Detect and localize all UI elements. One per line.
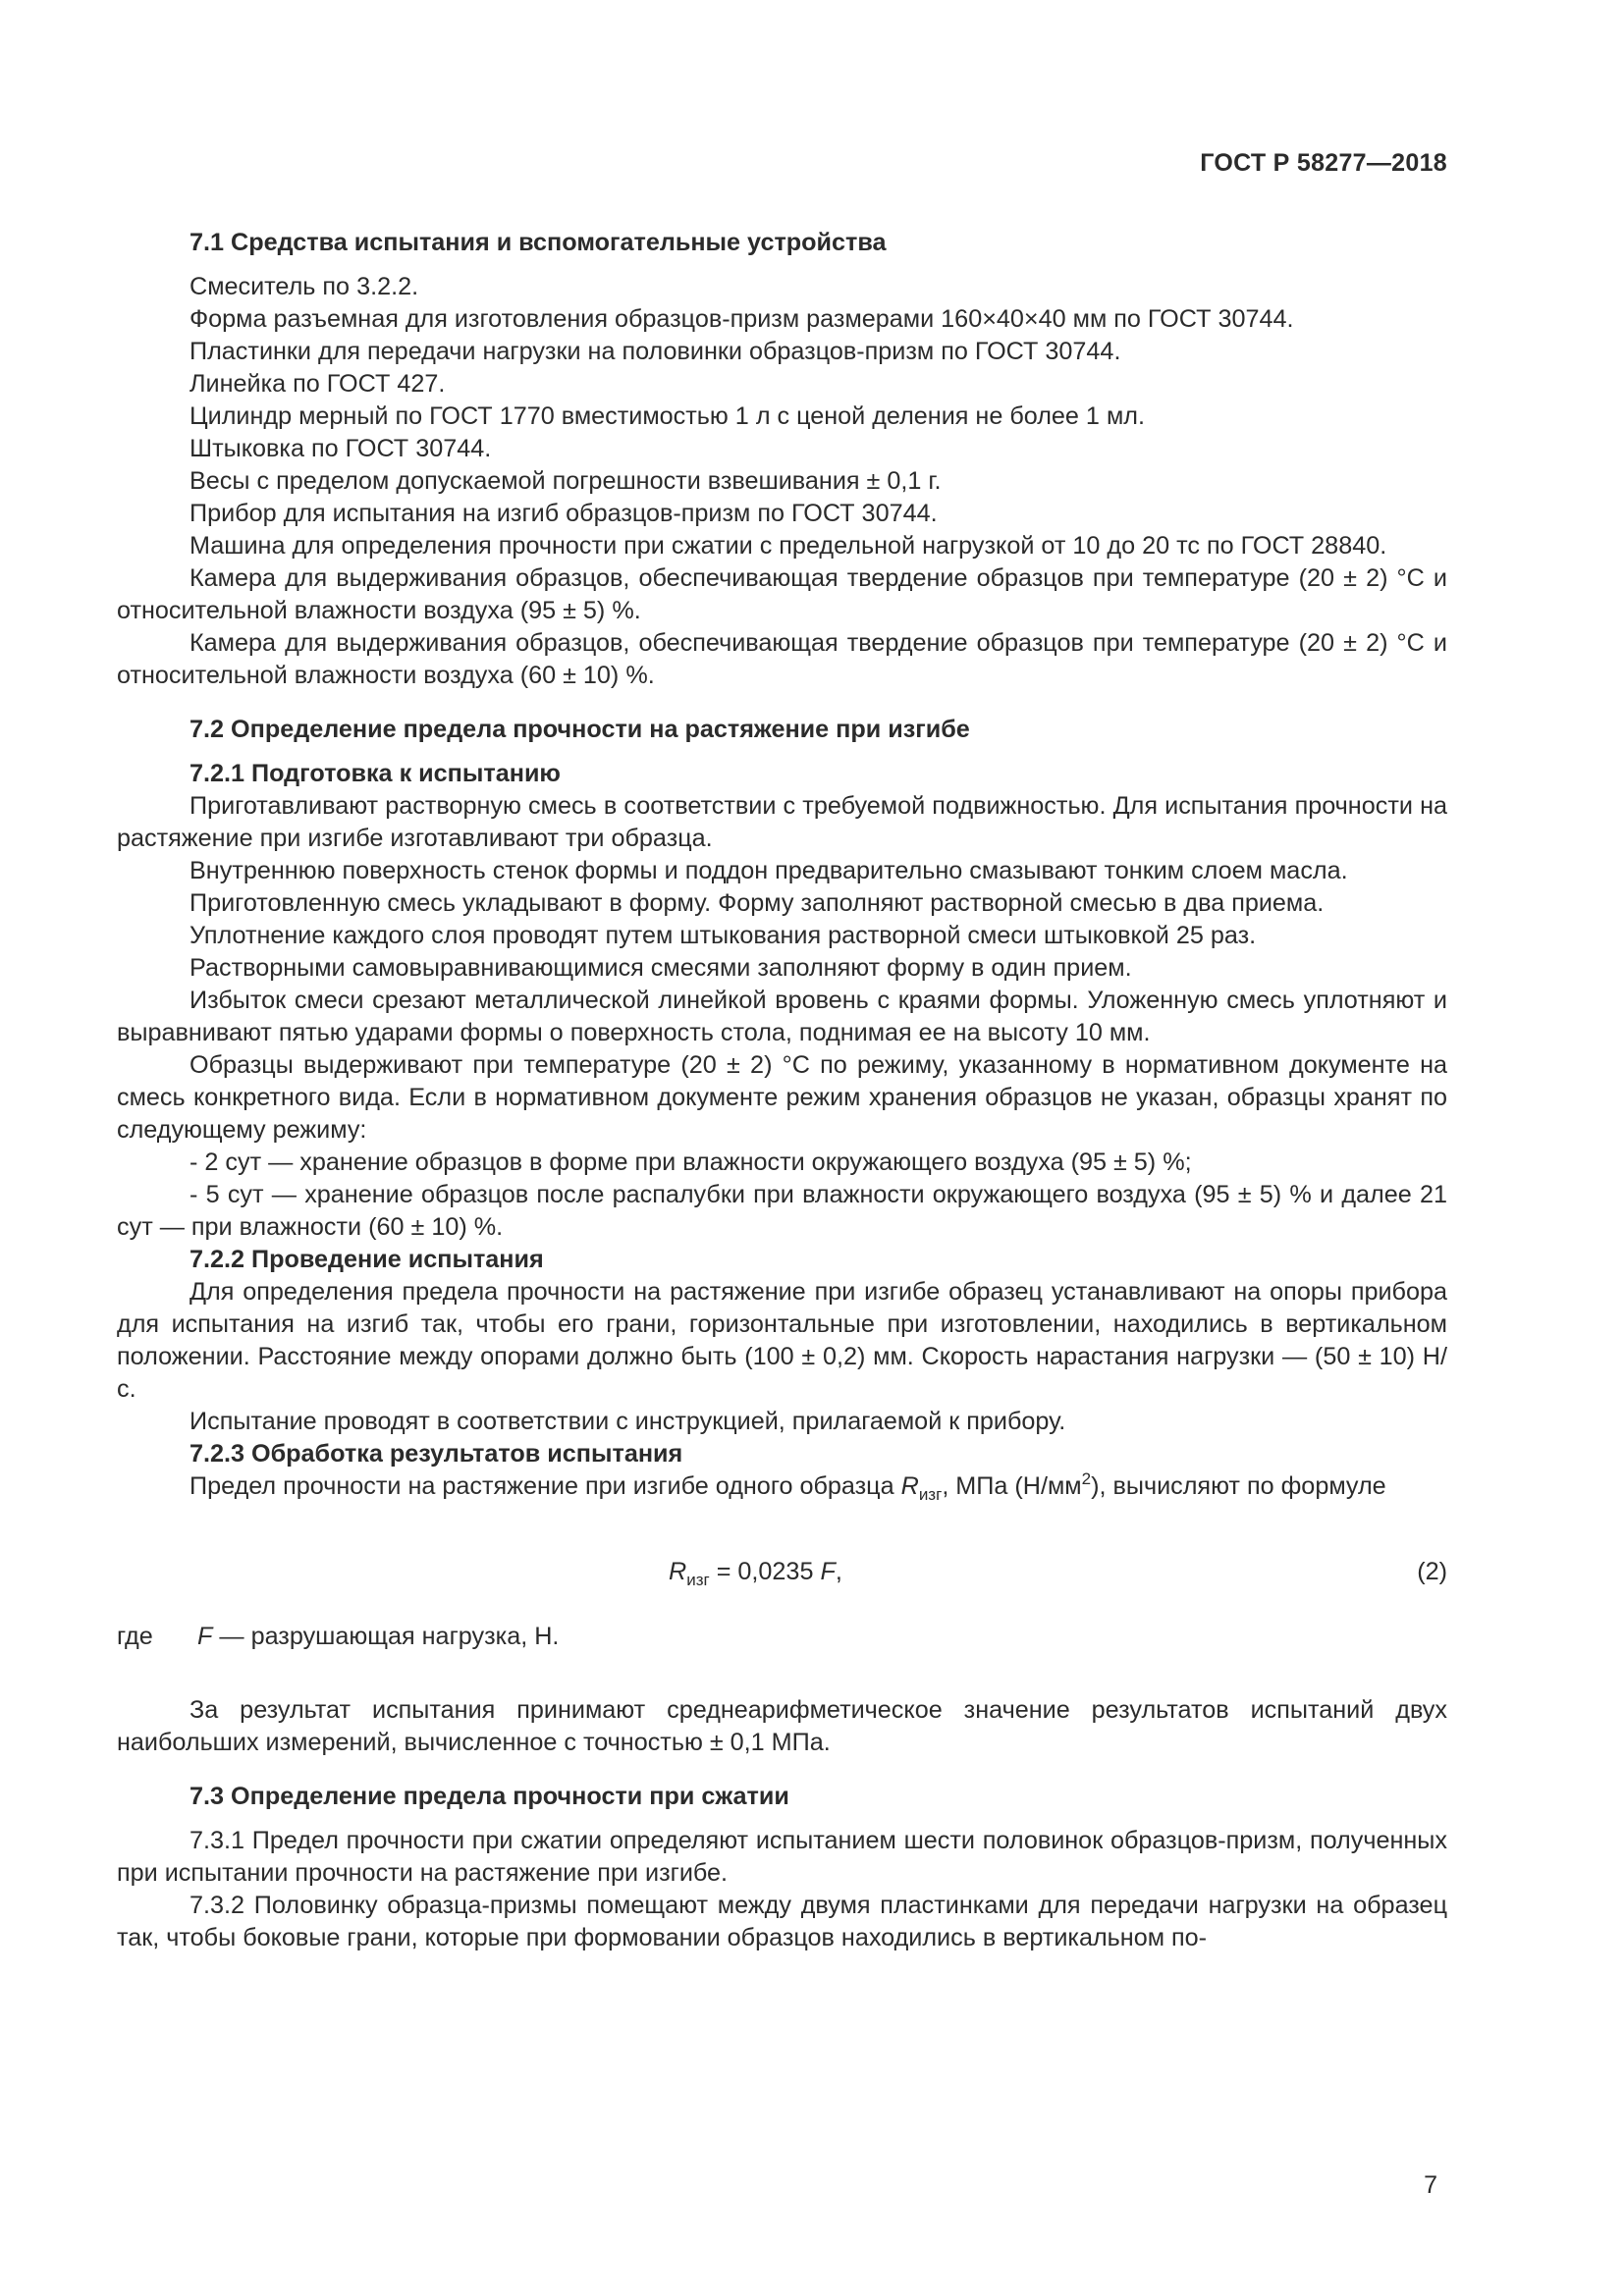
paragraph: Избыток смеси срезают металлической линейкой вровень с краями формы. Уложенную смесь уплотняют и выравнивают пятью ударами формы о поверхность стола, поднимая ее на высоту 10 мм. bbox=[117, 987, 1447, 1046]
formula-expression: $R_{изг} = 0,0235$ F, bbox=[669, 1558, 842, 1589]
section-7-2-1-heading: 7.2.1 Подготовка к испытанию bbox=[189, 760, 561, 787]
section-7-2-3-heading: 7.2.3 Обработка результатов испытания bbox=[189, 1440, 683, 1468]
section-7-3-heading: 7.3 Определение предела прочности при сжатии bbox=[189, 1783, 789, 1810]
equipment-item: Штыковка по ГОСТ 30744. bbox=[189, 435, 492, 462]
equipment-item: Форма разъемная для изготовления образцов-призм размерами 160×40×40 мм по ГОСТ 30744. bbox=[189, 305, 1294, 333]
equipment-item: Камера для выдерживания образцов, обеспечивающая твердение образцов при температуре (20 ± 2) °С и относительной влажности воздуха (60 ± 10) %. bbox=[117, 629, 1447, 689]
section-7-2-2-heading: 7.2.2 Проведение испытания bbox=[189, 1246, 544, 1273]
equipment-item: Прибор для испытания на изгиб образцов-призм по ГОСТ 30744. bbox=[189, 500, 938, 527]
list-item: - 5 сут — хранение образцов после распалубки при влажности окружающего воздуха (95 ± 5) % и далее 21 сут — при влажности (60 ± 10) %. bbox=[117, 1181, 1447, 1241]
document-number-header: ГОСТ Р 58277—2018 bbox=[1200, 149, 1447, 177]
paragraph: Для определения предела прочности на растяжение при изгибе образец устанавливают на опоры прибора для испытания на изгиб так, чтобы его грани, горизонтальные при изготовлении, находились в вертикальном положении. Расстояние между опорами должно быть (100 ± 0,2) мм. Скорость нарастания нагрузки — (50 ± 10) Н/с. bbox=[117, 1278, 1447, 1403]
equipment-item: Камера для выдерживания образцов, обеспечивающая твердение образцов при температуре (20 ± 2) °С и относительной влажности воздуха (95 ± 5) %. bbox=[117, 564, 1447, 624]
where-word: где bbox=[117, 1623, 153, 1650]
section-7-2-heading: 7.2 Определение предела прочности на растяжение при изгибе bbox=[189, 716, 970, 743]
equipment-item: Пластинки для передачи нагрузки на половинки образцов-призм по ГОСТ 30744. bbox=[189, 338, 1121, 365]
page-number: 7 bbox=[1424, 2171, 1437, 2199]
list-item: - 2 сут — хранение образцов в форме при влажности окружающего воздуха (95 ± 5) %; bbox=[189, 1148, 1192, 1176]
paragraph: 7.3.2 Половинку образца-призмы помещают между двумя пластинками для передачи нагрузки на образец так, чтобы боковые грани, которые при формовании образцов находились в вертикальном по- bbox=[117, 1892, 1447, 1951]
paragraph: Уплотнение каждого слоя проводят путем штыкования растворной смеси штыковкой 25 раз. bbox=[189, 922, 1257, 949]
equipment-item: Цилиндр мерный по ГОСТ 1770 вместимостью 1 л с ценой деления не более 1 мл. bbox=[189, 402, 1145, 430]
paragraph: Образцы выдерживают при температуре (20 ± 2) °С по режиму, указанному в нормативном документе на смесь конкретного вида. Если в нормативном документе режим хранения образцов не указан, образцы хранят по следующему режиму: bbox=[117, 1051, 1447, 1144]
equipment-item: Машина для определения прочности при сжатии с предельной нагрузкой от 10 до 20 тс по ГОСТ 28840. bbox=[189, 532, 1387, 560]
equipment-item: Смеситель по 3.2.2. bbox=[189, 273, 419, 300]
equipment-item: Весы с пределом допускаемой погрешности взвешивания ± 0,1 г. bbox=[189, 467, 942, 495]
paragraph: За результат испытания принимают среднеарифметическое значение результатов испытаний двух наибольших измерений, вычисленное с точностью ± 0,1 МПа. bbox=[117, 1696, 1447, 1756]
page-content bbox=[117, 227, 1447, 1954]
paragraph: 7.3.1 Предел прочности при сжатии определяют испытанием шести половинок образцов-призм, полученных при испытании прочности на растяжение при изгибе. bbox=[117, 1827, 1447, 1887]
paragraph: Приготавливают растворную смесь в соответствии с требуемой подвижностью. Для испытания прочности на растяжение при изгибе изготавливают три образца. bbox=[117, 792, 1447, 852]
paragraph: Испытание проводят в соответствии с инструкцией, прилагаемой к прибору. bbox=[189, 1408, 1066, 1435]
formula-number: (2) bbox=[1417, 1558, 1447, 1585]
paragraph: Приготовленную смесь укладывают в форму. Форму заполняют растворной смесью в два приема. bbox=[189, 889, 1325, 917]
section-7-1-heading: 7.1 Средства испытания и вспомогательные устройства bbox=[189, 229, 887, 256]
paragraph: Внутреннюю поверхность стенок формы и поддон предварительно смазывают тонким слоем масла. bbox=[189, 857, 1348, 884]
equipment-item: Линейка по ГОСТ 427. bbox=[189, 370, 446, 398]
formula-intro-paragraph: Предел прочности на растяжение при изгибе одного образца $R_{изг}$, МПа $(Н/мм^2)$, вычисляют по формуле bbox=[189, 1469, 1386, 1504]
formula-2 bbox=[117, 1544, 1447, 1601]
paragraph: Растворными самовыравнивающимися смесями заполняют форму в один прием. bbox=[189, 954, 1132, 982]
where-definition: F — разрушающая нагрузка, Н. bbox=[197, 1623, 560, 1650]
formula-legend bbox=[117, 1621, 1447, 1653]
